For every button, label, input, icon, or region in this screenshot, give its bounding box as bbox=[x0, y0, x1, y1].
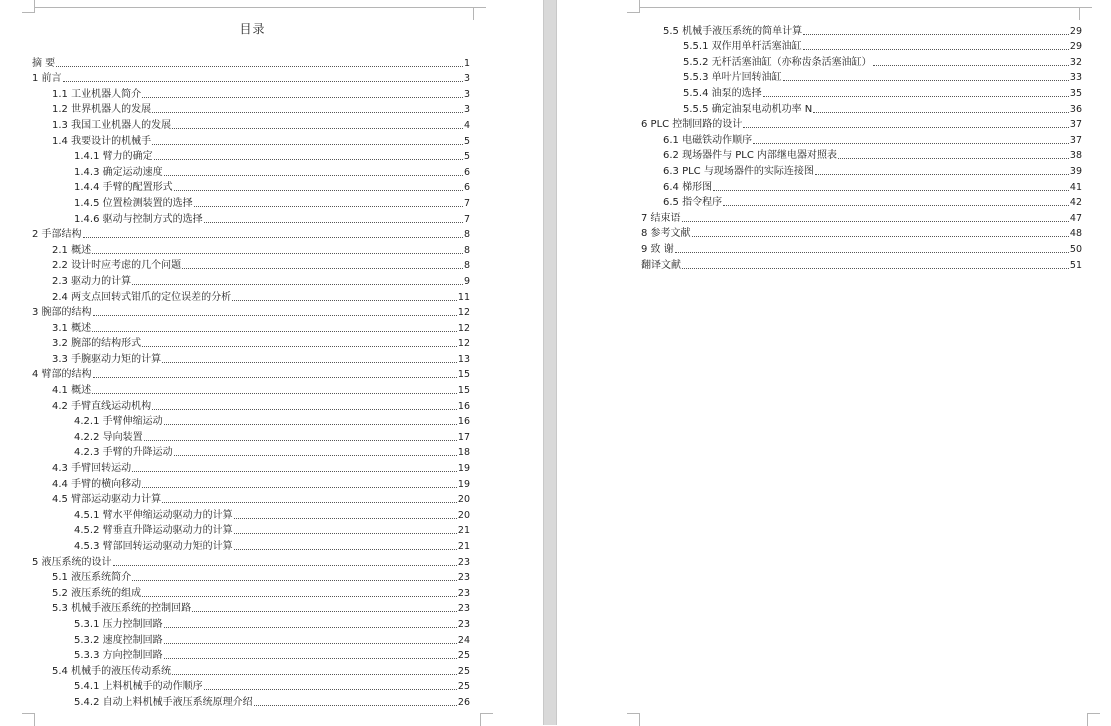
toc-leader-dots bbox=[172, 674, 457, 675]
toc-leader-dots bbox=[713, 190, 1069, 191]
toc-entry-title: 3.1 概述 bbox=[52, 322, 92, 334]
toc-entry[interactable] bbox=[32, 538, 470, 554]
toc-leader-dots bbox=[838, 158, 1069, 159]
toc-entry-page: 51 bbox=[1069, 259, 1082, 271]
toc-entry-title: 5.5.2 无杆活塞油缸（亦称齿条活塞油缸） bbox=[683, 56, 872, 68]
toc-entry[interactable] bbox=[32, 523, 470, 539]
toc-entry[interactable] bbox=[641, 241, 1082, 257]
toc-entry-page: 25 bbox=[457, 650, 470, 662]
toc-leader-dots bbox=[164, 643, 457, 644]
toc-entry-title: 8 参考文献 bbox=[641, 228, 691, 240]
toc-entry-title: 6.3 PLC 与现场器件的实际连接图 bbox=[663, 165, 814, 177]
toc-list-left bbox=[32, 55, 470, 710]
toc-entry[interactable] bbox=[32, 429, 470, 445]
toc-leader-dots bbox=[132, 471, 457, 472]
toc-entry-page: 21 bbox=[457, 525, 470, 537]
toc-entry-page: 25 bbox=[457, 665, 470, 677]
toc-entry[interactable] bbox=[32, 616, 470, 632]
toc-entry-page: 12 bbox=[457, 338, 470, 350]
toc-entry-page: 50 bbox=[1069, 243, 1082, 255]
toc-entry-page: 4 bbox=[463, 119, 470, 131]
toc-entry-title: 翻译文献 bbox=[641, 259, 681, 271]
toc-entry[interactable] bbox=[32, 351, 470, 367]
toc-entry-title: 3.3 手腕驱动力矩的计算 bbox=[52, 353, 162, 365]
toc-entry[interactable] bbox=[32, 336, 470, 352]
toc-leader-dots bbox=[152, 112, 463, 113]
toc-leader-dots bbox=[743, 127, 1069, 128]
page-corner-mark bbox=[1087, 713, 1100, 726]
toc-leader-dots bbox=[682, 221, 1069, 222]
toc-entry-title: 5.3 机械手液压系统的控制回路 bbox=[52, 603, 192, 615]
toc-entry-page: 42 bbox=[1069, 197, 1082, 209]
toc-entry-page: 19 bbox=[457, 463, 470, 475]
toc-entry-title: 5.3.3 方向控制回路 bbox=[74, 650, 163, 662]
toc-leader-dots bbox=[763, 96, 1069, 97]
toc-entry-title: 5.3.2 速度控制回路 bbox=[74, 634, 163, 646]
toc-leader-dots bbox=[234, 549, 457, 550]
toc-entry-title: 5.4.2 自动上料机械手液压系统原理介绍 bbox=[74, 696, 253, 708]
toc-leader-dots bbox=[234, 518, 457, 519]
toc-entry-title: 4.2.1 手臂伸缩运动 bbox=[74, 416, 163, 428]
toc-entry-page: 3 bbox=[463, 88, 470, 100]
toc-entry-title: 5.4 机械手的液压传动系统 bbox=[52, 665, 172, 677]
toc-entry-page: 6 bbox=[463, 182, 470, 194]
toc-entry-page: 23 bbox=[457, 618, 470, 630]
toc-leader-dots bbox=[174, 190, 463, 191]
toc-entry-title: 5 液压系统的设计 bbox=[32, 556, 112, 568]
toc-entry-title: 4.3 手臂回转运动 bbox=[52, 463, 132, 475]
toc-entry-title: 5.1 液压系统简介 bbox=[52, 572, 132, 584]
toc-entry[interactable] bbox=[32, 554, 470, 570]
toc-entry[interactable] bbox=[32, 133, 470, 149]
toc-leader-dots bbox=[164, 175, 463, 176]
toc-entry-page: 19 bbox=[457, 478, 470, 490]
toc-entry[interactable] bbox=[641, 210, 1082, 226]
toc-leader-dots bbox=[92, 253, 463, 254]
toc-leader-dots bbox=[182, 268, 463, 269]
toc-entry[interactable] bbox=[641, 163, 1082, 179]
toc-entry-title: 5.5.3 单叶片回转油缸 bbox=[683, 72, 782, 84]
toc-entry[interactable] bbox=[32, 117, 470, 133]
toc-entry-page: 21 bbox=[457, 541, 470, 552]
toc-leader-dots bbox=[174, 455, 457, 456]
toc-leader-dots bbox=[192, 611, 457, 612]
page-corner-mark bbox=[627, 713, 640, 726]
toc-leader-dots bbox=[682, 268, 1069, 269]
toc-leader-dots bbox=[142, 487, 457, 488]
toc-entry-title: 6 PLC 控制回路的设计 bbox=[641, 119, 743, 131]
toc-entry-title: 5.5.1 双作用单杆活塞油缸 bbox=[683, 41, 802, 53]
toc-entry-title: 3.2 腕部的结构形式 bbox=[52, 338, 142, 350]
toc-entry-title: 4.2.3 手臂的升降运动 bbox=[74, 447, 173, 459]
toc-entry-page: 25 bbox=[457, 681, 470, 693]
toc-leader-dots bbox=[692, 236, 1069, 237]
toc-entry[interactable] bbox=[641, 54, 1082, 70]
toc-entry-page: 37 bbox=[1069, 119, 1082, 131]
toc-leader-dots bbox=[234, 533, 457, 534]
toc-entry-page: 35 bbox=[1069, 87, 1082, 99]
toc-leader-dots bbox=[83, 237, 463, 238]
toc-leader-dots bbox=[56, 66, 463, 67]
toc-leader-dots bbox=[63, 81, 463, 82]
toc-entry-title: 6.5 指令程序 bbox=[663, 197, 723, 209]
toc-leader-dots bbox=[154, 159, 463, 160]
toc-entry-page: 23 bbox=[457, 587, 470, 599]
toc-entry-page: 5 bbox=[463, 135, 470, 147]
toc-entry-title: 4.5.3 臂部回转运动驱动力矩的计算 bbox=[74, 541, 233, 552]
toc-leader-dots bbox=[675, 252, 1069, 253]
toc-entry[interactable] bbox=[32, 632, 470, 648]
toc-leader-dots bbox=[813, 112, 1069, 113]
page-corner-mark bbox=[1079, 7, 1092, 20]
toc-leader-dots bbox=[93, 315, 457, 316]
toc-entry[interactable] bbox=[32, 445, 470, 461]
toc-entry[interactable] bbox=[32, 227, 470, 243]
toc-leader-dots bbox=[723, 205, 1069, 206]
toc-leader-dots bbox=[815, 174, 1069, 175]
toc-entry-title: 3 腕部的结构 bbox=[32, 307, 92, 319]
toc-entry-title: 1.3 我国工业机器人的发展 bbox=[52, 119, 172, 131]
toc-entry-title: 9 致 谢 bbox=[641, 243, 674, 255]
toc-entry[interactable] bbox=[32, 367, 470, 383]
toc-leader-dots bbox=[144, 440, 457, 441]
toc-entry-title: 6.1 电磁铁动作顺序 bbox=[663, 134, 753, 146]
toc-entry[interactable] bbox=[641, 195, 1082, 211]
toc-entry-title: 4.2 手臂直线运动机构 bbox=[52, 400, 152, 412]
toc-entry-title: 摘 要 bbox=[32, 57, 56, 69]
toc-leader-dots bbox=[142, 346, 457, 347]
toc-entry-page: 15 bbox=[457, 369, 470, 381]
toc-entry-title: 1.4.1 臂力的确定 bbox=[74, 151, 153, 163]
toc-entry[interactable] bbox=[32, 398, 470, 414]
toc-entry-page: 23 bbox=[457, 572, 470, 584]
toc-entry-page: 3 bbox=[463, 73, 470, 85]
toc-entry-page: 29 bbox=[1069, 41, 1082, 53]
toc-leader-dots bbox=[132, 580, 457, 581]
toc-entry[interactable] bbox=[32, 601, 470, 617]
toc-entry[interactable] bbox=[32, 320, 470, 336]
toc-entry[interactable] bbox=[32, 195, 470, 211]
toc-leader-dots bbox=[194, 206, 463, 207]
toc-entry[interactable] bbox=[641, 226, 1082, 242]
toc-leader-dots bbox=[204, 689, 457, 690]
toc-entry-title: 1.4.6 驱动与控制方式的选择 bbox=[74, 213, 203, 225]
toc-entry-title: 1.4 我要设计的机械手 bbox=[52, 135, 152, 147]
toc-entry[interactable] bbox=[32, 460, 470, 476]
toc-entry[interactable] bbox=[32, 149, 470, 165]
toc-entry-page: 13 bbox=[457, 353, 470, 365]
toc-entry[interactable] bbox=[32, 585, 470, 601]
toc-entry-page: 3 bbox=[463, 104, 470, 116]
page-corner-mark bbox=[480, 713, 493, 726]
toc-entry-page: 7 bbox=[463, 213, 470, 225]
toc-entry-title: 4.5.2 臂垂直升降运动驱动力的计算 bbox=[74, 525, 233, 537]
toc-entry-title: 2.4 两支点回转式钳爪的定位误差的分析 bbox=[52, 291, 232, 303]
toc-entry-page: 37 bbox=[1069, 134, 1082, 146]
toc-list-right bbox=[641, 23, 1082, 273]
toc-entry-page: 16 bbox=[457, 416, 470, 428]
toc-entry[interactable] bbox=[32, 55, 470, 71]
toc-entry[interactable] bbox=[32, 648, 470, 664]
toc-leader-dots bbox=[753, 143, 1069, 144]
toc-entry[interactable] bbox=[32, 492, 470, 508]
toc-entry[interactable] bbox=[641, 257, 1082, 273]
toc-entry-page: 8 bbox=[463, 260, 470, 272]
toc-entry-title: 1.1 工业机器人简介 bbox=[52, 88, 142, 100]
toc-entry-title: 1 前言 bbox=[32, 73, 62, 85]
toc-entry-page: 24 bbox=[457, 634, 470, 646]
toc-entry-title: 5.2 液压系统的组成 bbox=[52, 587, 142, 599]
toc-entry[interactable] bbox=[32, 242, 470, 258]
toc-entry-title: 5.5.5 确定油泵电动机功率 N bbox=[683, 103, 813, 115]
toc-entry-page: 12 bbox=[457, 322, 470, 334]
toc-entry[interactable] bbox=[641, 70, 1082, 86]
toc-entry-page: 29 bbox=[1069, 25, 1082, 37]
toc-entry-page: 41 bbox=[1069, 181, 1082, 193]
page-top-guide bbox=[34, 7, 474, 8]
toc-leader-dots bbox=[93, 377, 457, 378]
toc-leader-dots bbox=[152, 144, 463, 145]
toc-entry-page: 15 bbox=[457, 385, 470, 397]
toc-entry-page: 16 bbox=[457, 400, 470, 412]
toc-entry[interactable] bbox=[32, 86, 470, 102]
toc-entry-page: 33 bbox=[1069, 72, 1082, 84]
toc-entry[interactable] bbox=[641, 179, 1082, 195]
toc-entry-title: 4.5.1 臂水平伸缩运动驱动力的计算 bbox=[74, 509, 233, 521]
toc-entry[interactable] bbox=[32, 382, 470, 398]
toc-entry[interactable] bbox=[641, 39, 1082, 55]
toc-entry-title: 4.1 概述 bbox=[52, 385, 92, 397]
toc-leader-dots bbox=[162, 362, 457, 363]
toc-entry-page: 11 bbox=[457, 291, 470, 303]
toc-entry[interactable] bbox=[641, 85, 1082, 101]
toc-entry[interactable] bbox=[32, 273, 470, 289]
toc-entry-page: 9 bbox=[463, 275, 470, 287]
toc-entry[interactable] bbox=[32, 102, 470, 118]
toc-entry-title: 4.4 手臂的横向移动 bbox=[52, 478, 142, 490]
toc-entry-page: 8 bbox=[463, 229, 470, 241]
toc-entry-title: 5.5.4 油泵的选择 bbox=[683, 87, 762, 99]
toc-entry-title: 4.5 臂部运动驱动力计算 bbox=[52, 494, 162, 506]
toc-leader-dots bbox=[162, 502, 457, 503]
toc-entry-title: 5.5 机械手液压系统的简单计算 bbox=[663, 25, 803, 37]
toc-entry-page: 39 bbox=[1069, 165, 1082, 177]
toc-entry-title: 4.2.2 导向装置 bbox=[74, 431, 143, 443]
toc-entry[interactable] bbox=[32, 180, 470, 196]
toc-entry-page: 47 bbox=[1069, 212, 1082, 224]
toc-entry-page: 6 bbox=[463, 166, 470, 178]
toc-entry[interactable] bbox=[641, 148, 1082, 164]
toc-leader-dots bbox=[92, 331, 457, 332]
toc-entry-page: 26 bbox=[457, 696, 470, 708]
toc-entry-page: 7 bbox=[463, 197, 470, 209]
toc-title: 目录 bbox=[239, 22, 266, 36]
toc-leader-dots bbox=[803, 49, 1069, 50]
toc-entry[interactable] bbox=[32, 305, 470, 321]
toc-entry[interactable] bbox=[32, 258, 470, 274]
toc-entry-page: 17 bbox=[457, 431, 470, 443]
toc-leader-dots bbox=[254, 705, 457, 706]
toc-entry-page: 38 bbox=[1069, 150, 1082, 162]
page-corner-mark bbox=[22, 713, 35, 726]
toc-entry[interactable] bbox=[32, 663, 470, 679]
toc-entry[interactable] bbox=[32, 414, 470, 430]
toc-leader-dots bbox=[803, 34, 1069, 35]
toc-leader-dots bbox=[92, 393, 457, 394]
toc-entry-title: 1.4.3 确定运动速度 bbox=[74, 166, 163, 178]
toc-entry[interactable] bbox=[32, 164, 470, 180]
toc-entry-page: 12 bbox=[457, 307, 470, 319]
toc-leader-dots bbox=[132, 284, 463, 285]
toc-entry[interactable] bbox=[32, 679, 470, 695]
toc-entry-page: 18 bbox=[457, 447, 470, 459]
toc-entry-page: 48 bbox=[1069, 228, 1082, 240]
toc-entry-title: 7 结束语 bbox=[641, 212, 681, 224]
toc-leader-dots bbox=[142, 596, 457, 597]
toc-entry-title: 4 臂部的结构 bbox=[32, 369, 92, 381]
toc-entry-title: 5.3.1 压力控制回路 bbox=[74, 618, 163, 630]
toc-entry-page: 32 bbox=[1069, 56, 1082, 68]
toc-entry-page: 36 bbox=[1069, 103, 1082, 115]
toc-leader-dots bbox=[164, 424, 457, 425]
toc-entry-title: 5.4.1 上料机械手的动作顺序 bbox=[74, 681, 203, 693]
toc-entry-page: 20 bbox=[457, 509, 470, 521]
toc-leader-dots bbox=[152, 409, 457, 410]
toc-leader-dots bbox=[172, 128, 463, 129]
toc-entry[interactable] bbox=[32, 211, 470, 227]
toc-entry-title: 2 手部结构 bbox=[32, 229, 82, 241]
toc-entry[interactable] bbox=[641, 101, 1082, 117]
toc-leader-dots bbox=[873, 65, 1069, 66]
toc-entry-page: 8 bbox=[463, 244, 470, 256]
toc-entry[interactable] bbox=[32, 71, 470, 87]
toc-entry[interactable] bbox=[641, 117, 1082, 133]
toc-entry-page: 5 bbox=[463, 151, 470, 163]
toc-leader-dots bbox=[232, 300, 457, 301]
toc-entry-title: 2.2 设计时应考虑的几个问题 bbox=[52, 260, 182, 272]
toc-entry-title: 2.3 驱动力的计算 bbox=[52, 275, 132, 287]
toc-entry[interactable] bbox=[32, 476, 470, 492]
toc-entry[interactable] bbox=[641, 23, 1082, 39]
toc-entry-page: 1 bbox=[463, 57, 470, 69]
page-corner-mark bbox=[473, 7, 486, 20]
page-gutter bbox=[543, 0, 557, 725]
toc-entry[interactable] bbox=[641, 132, 1082, 148]
toc-entry-title: 1.2 世界机器人的发展 bbox=[52, 104, 152, 116]
toc-entry[interactable] bbox=[32, 694, 470, 710]
toc-leader-dots bbox=[783, 80, 1069, 81]
toc-leader-dots bbox=[113, 565, 457, 566]
toc-entry-page: 20 bbox=[457, 494, 470, 506]
toc-leader-dots bbox=[204, 222, 463, 223]
toc-entry-title: 1.4.5 位置检测装置的选择 bbox=[74, 197, 193, 209]
toc-entry-title: 1.4.4 手臂的配置形式 bbox=[74, 182, 173, 194]
toc-leader-dots bbox=[164, 658, 457, 659]
toc-entry-page: 23 bbox=[457, 603, 470, 615]
toc-entry-page: 23 bbox=[457, 556, 470, 568]
page-top-guide bbox=[639, 7, 1079, 8]
toc-entry-title: 6.2 现场器件与 PLC 内部继电器对照表 bbox=[663, 150, 838, 162]
toc-entry-title: 2.1 概述 bbox=[52, 244, 92, 256]
toc-entry[interactable] bbox=[32, 570, 470, 586]
toc-entry[interactable] bbox=[32, 289, 470, 305]
toc-entry-title: 6.4 梯形图 bbox=[663, 181, 713, 193]
toc-entry[interactable] bbox=[32, 507, 470, 523]
toc-leader-dots bbox=[142, 97, 463, 98]
toc-leader-dots bbox=[164, 627, 457, 628]
